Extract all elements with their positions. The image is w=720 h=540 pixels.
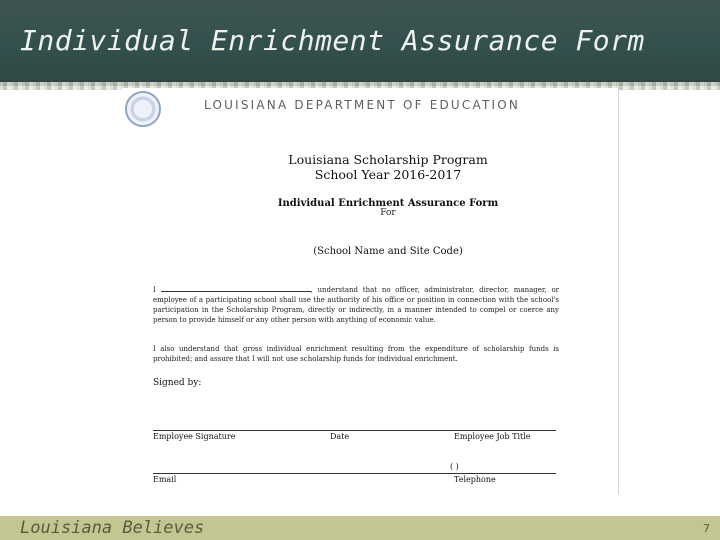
- form-document: [122, 88, 619, 494]
- signature-line: [153, 430, 556, 431]
- form-title: Individual Enrichment Assurance Form: [277, 198, 499, 209]
- employee-job-title-label: Employee Job Title: [454, 432, 531, 441]
- employee-signature-label: Employee Signature: [153, 432, 236, 441]
- school-year: School Year 2016-2017: [314, 167, 462, 182]
- state-seal-icon: [125, 91, 161, 127]
- telephone-area-code-parens: ( ): [450, 462, 459, 471]
- email-label: Email: [153, 475, 177, 484]
- department-name: LOUISIANA DEPARTMENT OF EDUCATION: [204, 98, 521, 112]
- program-heading: [178, 152, 598, 182]
- signed-by-label: Signed by:: [153, 378, 202, 388]
- assurance-paragraph-1: [153, 284, 559, 325]
- title-banner: [0, 0, 720, 86]
- paragraph-1-text: , understand that no officer, administrator, director, manager, or employee of a participating school shall use the authority of his office or position in connection with the school's participation in the Scholarship Program, directly or indirectly, in a manner intended to compel or coerce any person to provide himself or any other person with anything of economic value.: [153, 286, 559, 324]
- contact-line: [153, 473, 556, 474]
- slide-title: Individual Enrichment Assurance Form: [20, 24, 645, 57]
- school-name-placeholder: (School Name and Site Code): [313, 246, 463, 257]
- telephone-label: Telephone: [454, 475, 496, 484]
- for-label: For: [380, 208, 396, 218]
- paragraph-1-lead: I: [153, 286, 156, 294]
- page-number: 7: [703, 522, 710, 535]
- date-label: Date: [330, 432, 350, 441]
- assurance-paragraph-2: I also understand that gross individual enrichment resulting from the expenditure of scholarship funds is prohibited; and assure that I will not use scholarship funds for individual enrichment.: [153, 345, 559, 363]
- footer-brand: Louisiana Believes: [20, 518, 205, 538]
- name-blank-line: [161, 284, 311, 292]
- program-name: Louisiana Scholarship Program: [288, 152, 488, 167]
